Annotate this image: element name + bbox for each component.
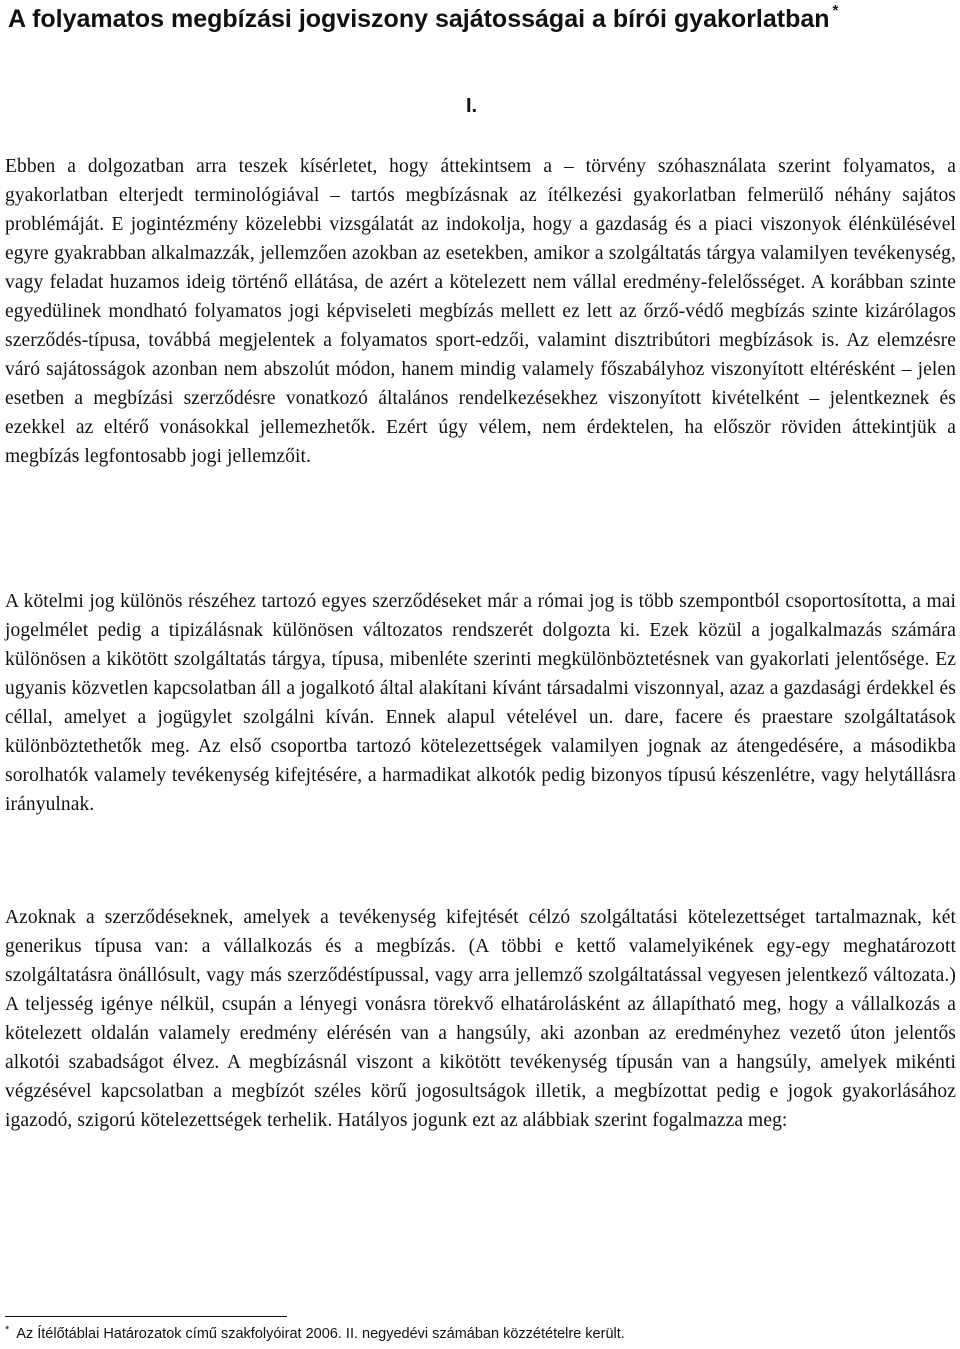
- document-title-text: A folyamatos megbízási jogviszony sajátosságai a bírói gyakorlatban: [8, 5, 830, 33]
- body-paragraph: A kötelmi jog különös részéhez tartozó egyes szerződéseket már a római jog is több szempontból csoportosította, a mai jogelmélet pedig a tipizálásnak különösen változatos rendszerét dolgozta ki. Ezek közül a jogalkalmazás számára különösen a kikötött szolgáltatás tárgya, típusa, mibenléte szerinti megkülönböztetésnek van gyakorlati jelentősége. Ez ugyanis közvetlen kapcsolatban áll a jogalkotó által alakítani kívánt társadalmi viszonnyal, azaz a gazdasági érdekkel és céllal, amelyet a jogügylet szolgálni kíván. Ennek alapul vételével un. dare, facere és praestare szolgáltatások különböztethetők meg. Az első csoportba tartozó kötelezettségek valamilyen jognak az átengedésére, a másodikba sorolhatók valamely tevékenység kifejtésére, a harmadikat alkotók pedig bizonyos típusú készenlétre, vagy helytállásra irányulnak.: [5, 591, 956, 815]
- body-paragraph: Azoknak a szerződéseknek, amelyek a tevékenység kifejtését célzó szolgáltatási kötelezettséget tartalmaznak, két generikus típusa van: a vállalkozás és a megbízás. (A többi e kettő valamelyikének egy-egy meghatározott szolgáltatásra önállósult, vagy más szerződéstípussal, vagy arra jellemző szolgáltatással vegyesen jelentkező változata.) A teljesség igénye nélkül, csupán a lényegi vonásra törekvő elhatárolásként az állapítható meg, hogy a vállalkozás a kötelezett oldalán valamely eredmény elérésén van a hangsúly, aki azonban az eredményhez vezető úton jelentős alkotói szabadságot élvez. A megbízásnál viszont a kikötött tevékenység típusán van a hangsúly, amelyek mikénti végzésével kapcsolatban a megbízót széles körű jogosultságok illetik, a megbízottat pedig e jogok gyakorlásához igazodó, szigorú kötelezettségek terhelik. Hatályos jogunk ezt az alábbiak szerint fogalmazza meg:: [5, 907, 956, 1131]
- title-footnote-marker: *: [832, 2, 839, 19]
- section-number: I.: [466, 95, 478, 117]
- footnote-text: Az Ítélőtáblai Határozatok című szakfolyóirat 2006. II. negyedévi számában közzétételre került.: [16, 1326, 625, 1342]
- document-title: [8, 2, 953, 36]
- body-paragraph: Ebben a dolgozatban arra teszek kísérletet, hogy áttekintsem a – törvény szóhasználata szerint folyamatos, a gyakorlatban elterjedt terminológiával – tartós megbízásnak az ítélkezési gyakorlatban felmerülő néhány sajátos problémáját. E jogintézmény közelebbi vizsgálatát az indokolja, hogy a gazdaság és a piaci viszonyok élénkülésével egyre gyakrabban alkalmazzák, jellemzően azokban az esetekben, amikor a szolgáltatás tárgya valamilyen tevékenység, vagy feladat huzamos ideig történő ellátása, de azért a kötelezett nem vállal eredmény-felelősséget. A korábban szinte egyedülinek mondható folyamatos jogi képviseleti megbízás mellett ez lett az őrző-védő megbízás szinte kizárólagos szerződés-típusa, továbbá megjelentek a folyamatos sport-edzői, valamint disztribútori megbízások is. Az elemzésre váró sajátosságok azonban nem abszolút módon, hanem mindig valamely főszabályhoz viszonyított eltérésként – jelen esetben a megbízási szerződésre vonatkozó általános rendelkezésekhez viszonyított kivételként – jelentkeznek és ezekkel az eltérő vonásokkal jellemezhetők. Ezért úgy vélem, nem érdektelen, ha először röviden áttekintjük a megbízás legfontosabb jogi jellemzőit.: [5, 156, 956, 467]
- footnote-separator: [5, 1316, 287, 1317]
- footnote: [5, 1324, 955, 1344]
- footnote-marker: *: [5, 1324, 10, 1336]
